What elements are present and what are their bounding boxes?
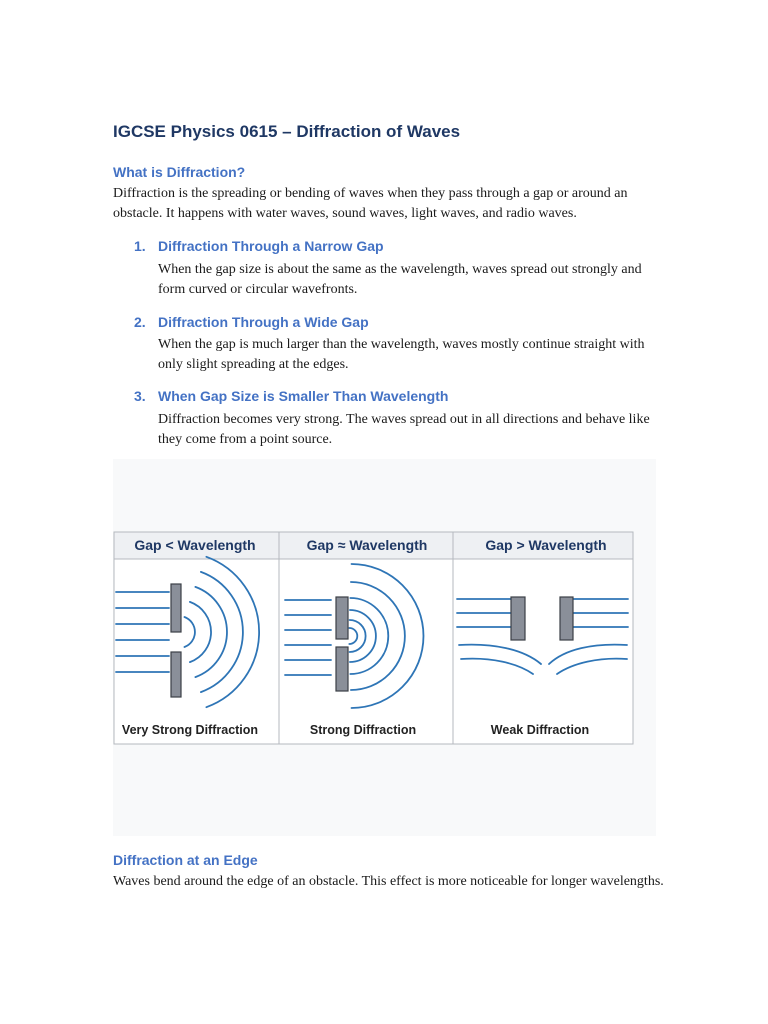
list-item-body-1: When the gap size is about the same as the wavelength, waves spread out strongly and form curved or circular wavefronts. [158,262,642,297]
list-item-heading-1 [134,238,384,254]
panel-caption-very-strong: Very Strong Diffraction [121,723,259,737]
document-title: IGCSE Physics 0615 – Diffraction of Waves [113,122,461,141]
list-item-title-2: Diffraction Through a Wide Gap [158,314,369,330]
figure-table-frame [114,532,633,744]
section-body-what-is-diffraction: Diffraction is the spreading or bending of waves when they pass through a gap or around an obstacle. It happens with water waves, sound waves, light waves, and radio waves. [113,186,628,221]
list-item-title-3: When Gap Size is Smaller Than Wavelength [158,388,449,404]
list-item-body-2: When the gap is much larger than the wavelength, waves mostly continue straight with only slight spreading at the edges. [158,337,645,372]
section-body-edge-diffraction: Waves bend around the edge of an obstacle. This effect is more noticeable for longer wavelengths. [113,874,664,889]
barrier-lower [171,652,181,697]
list-item-number-3: 3. [134,388,146,404]
panel-title-gap-smaller: Gap < Wavelength [134,537,256,553]
panel-title-gap-larger: Gap > Wavelength [485,537,607,553]
barrier-right [560,597,573,640]
barrier-upper [336,597,348,639]
list-item-number-1: 1. [134,238,146,254]
list-item-body-3: Diffraction becomes very strong. The waves spread out in all directions and behave like they come from a point source. [158,412,650,447]
section-heading-edge-diffraction: Diffraction at an Edge [113,852,258,868]
barrier-upper [171,584,181,632]
barrier-left [511,597,525,640]
diffraction-figure [113,459,656,836]
list-item-heading-3 [134,388,448,404]
barrier-lower [336,647,348,691]
list-item-heading-2 [134,314,369,330]
diffraction-diagram [113,459,656,836]
panel-caption-strong: Strong Diffraction [309,723,417,737]
list-item-title-1: Diffraction Through a Narrow Gap [158,238,384,254]
list-item-number-2: 2. [134,314,146,330]
section-heading-what-is-diffraction: What is Diffraction? [113,164,246,180]
panel-caption-weak: Weak Diffraction [490,723,590,737]
panel-title-gap-equal: Gap ≈ Wavelength [306,537,428,553]
